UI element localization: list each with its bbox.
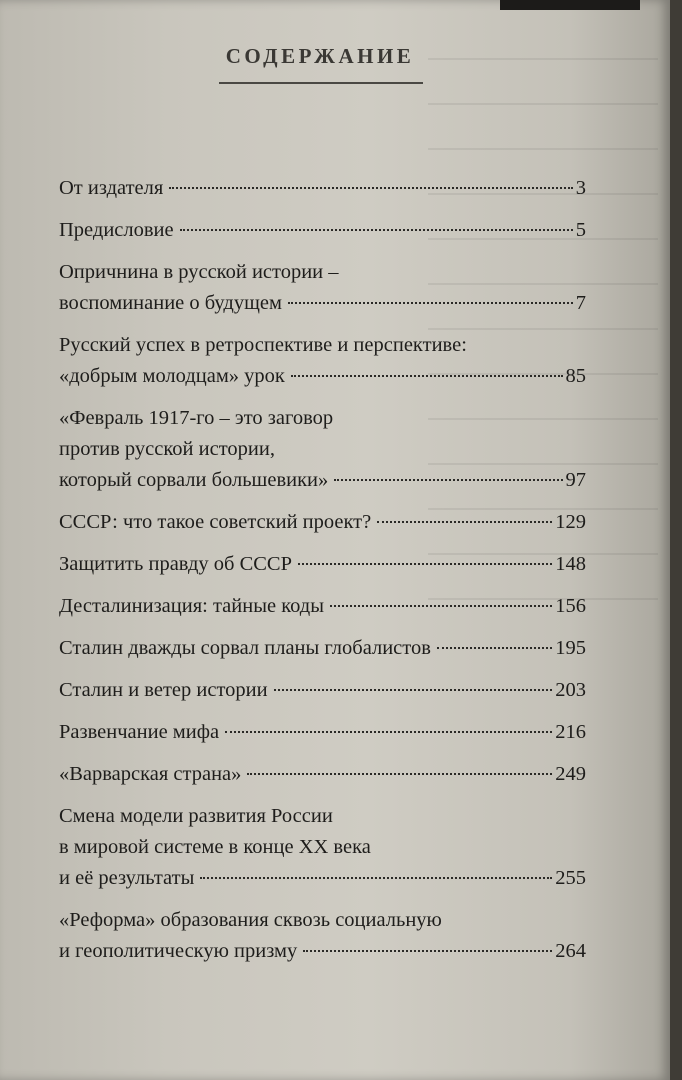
- dot-leader: [180, 229, 573, 231]
- dot-leader: [247, 773, 552, 775]
- toc-entry-row: [59, 633, 586, 664]
- toc-entry: [59, 507, 586, 538]
- toc-entry: [59, 905, 586, 967]
- page-number: 3: [575, 177, 586, 199]
- table-of-contents: [59, 173, 586, 978]
- page-number: 203: [555, 679, 586, 701]
- toc-entry: [59, 759, 586, 790]
- dot-leader: [437, 647, 552, 649]
- toc-entry-row: [59, 361, 586, 392]
- toc-entry: [59, 633, 586, 664]
- page-number: 255: [555, 867, 586, 889]
- dot-leader: [225, 731, 552, 733]
- heading-underline: [219, 82, 423, 84]
- toc-entry-title: Сталин и ветер истории: [59, 679, 268, 701]
- dot-leader: [377, 521, 552, 523]
- toc-entry-title-line: Русский успех в ретроспективе и перспективе:: [59, 334, 467, 356]
- toc-entry: [59, 717, 586, 748]
- toc-entry-row: [59, 215, 586, 246]
- toc-entry-title-line: Опричнина в русской истории –: [59, 261, 339, 283]
- toc-entry: [59, 549, 586, 580]
- toc-entry-row: [59, 717, 586, 748]
- dot-leader: [291, 375, 563, 377]
- toc-entry-row: [59, 465, 586, 496]
- toc-entry-title: Сталин дважды сорвал планы глобалистов: [59, 637, 431, 659]
- toc-entry: [59, 257, 586, 319]
- page-number: 264: [555, 940, 586, 962]
- toc-entry: [59, 403, 586, 496]
- page-number: 216: [555, 721, 586, 743]
- toc-entry-row: [59, 591, 586, 622]
- toc-entry-title: «Варварская страна»: [59, 763, 242, 785]
- toc-entry-title-line: «Реформа» образования сквозь социальную: [59, 909, 442, 931]
- dot-leader: [200, 877, 552, 879]
- page-number: 129: [555, 511, 586, 533]
- toc-entry-title: Десталинизация: тайные коды: [59, 595, 324, 617]
- toc-entry-title: Защитить правду об СССР: [59, 553, 293, 575]
- toc-entry: [59, 591, 586, 622]
- toc-entry-title: Предисловие: [59, 219, 174, 241]
- dot-leader: [330, 605, 552, 607]
- toc-entry-row: [59, 507, 586, 538]
- page-number: 85: [565, 365, 586, 387]
- page-number: 148: [555, 553, 586, 575]
- toc-entry-row: [59, 863, 586, 894]
- toc-entry: [59, 215, 586, 246]
- toc-entry: [59, 330, 586, 392]
- toc-entry-row: [59, 936, 586, 967]
- toc-entry-title: и геополитическую призму: [59, 940, 298, 962]
- page-number: 195: [555, 637, 586, 659]
- toc-entry-title: который сорвали большевики»: [59, 469, 329, 491]
- toc-entry-title: СССР: что такое советский проект?: [59, 511, 372, 533]
- toc-entry-row: [59, 549, 586, 580]
- toc-entry-row: [59, 173, 586, 204]
- page-number: 156: [555, 595, 586, 617]
- dot-leader: [303, 950, 552, 952]
- toc-entry-title: воспоминание о будущем: [59, 292, 282, 314]
- dot-leader: [169, 187, 572, 189]
- toc-entry-title: От издателя: [59, 177, 164, 199]
- page-number: 5: [575, 219, 586, 241]
- toc-entry-row: [59, 675, 586, 706]
- toc-entry: [59, 801, 586, 894]
- toc-entry-title-line: в мировой системе в конце XX века: [59, 836, 371, 858]
- toc-entry: [59, 173, 586, 204]
- page-number: 7: [575, 292, 586, 314]
- contents-heading: СОДЕРЖАНИЕ: [225, 44, 415, 68]
- toc-entry-title: «добрым молодцам» урок: [59, 365, 285, 387]
- toc-entry-title-line: против русской истории,: [59, 438, 275, 460]
- dot-leader: [334, 479, 562, 481]
- toc-entry-title: и её результаты: [59, 867, 195, 889]
- dot-leader: [298, 563, 552, 565]
- dot-leader: [274, 689, 553, 691]
- toc-entry: [59, 675, 586, 706]
- toc-entry-title: Развенчание мифа: [59, 721, 220, 743]
- toc-entry-title-line: Смена модели развития России: [59, 805, 333, 827]
- toc-entry-title-line: «Февраль 1917-го – это заговор: [59, 407, 334, 429]
- toc-entry-row: [59, 759, 586, 790]
- page-number: 97: [565, 469, 586, 491]
- top-edge-bar: [500, 0, 640, 10]
- toc-entry-row: [59, 288, 586, 319]
- dot-leader: [288, 302, 573, 304]
- page-number: 249: [555, 763, 586, 785]
